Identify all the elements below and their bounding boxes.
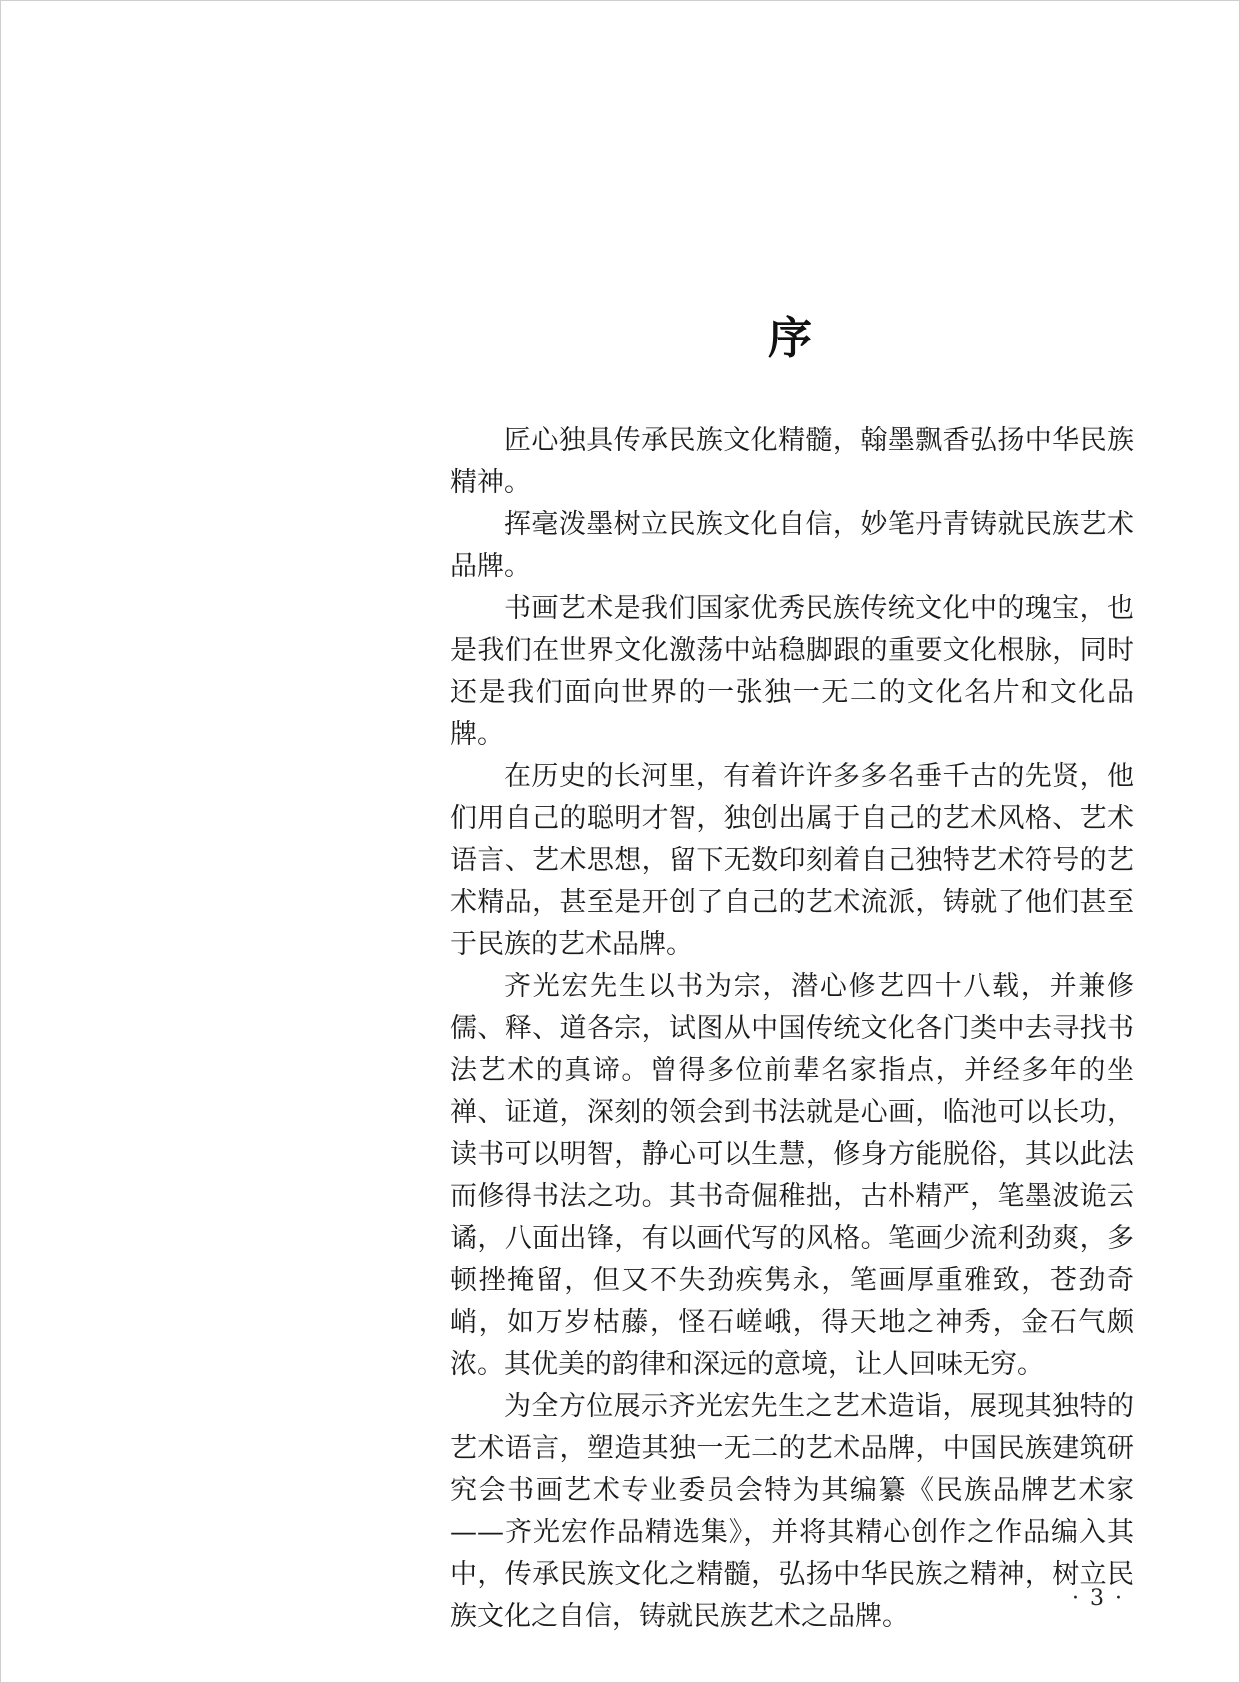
paragraph-4: 在历史的长河里，有着许许多多名垂千古的先贤，他们用自己的聪明才智，独创出属于自己的艺术风格、艺术语言、艺术思想，留下无数印刻着自己独特艺术符号的艺术精品，甚至是开创了自己的艺术流派，铸就了他们甚至于民族的艺术品牌。 — [450, 761, 1134, 960]
paragraph-6: 为全方位展示齐光宏先生之艺术造诣，展现其独特的艺术语言，塑造其独一无二的艺术品牌，中国民族建筑研究会书画艺术专业委员会特为其编纂《民族品牌艺术家——齐光宏作品精选集》，并将其精心创作之作品编入其中，传承民族文化之精髓，弘扬中华民族之精神，树立民族文化之自信，铸就民族艺术之品牌。 — [450, 1391, 1134, 1632]
paragraph-2: 挥毫泼墨树立民族文化自信，妙笔丹青铸就民族艺术品牌。 — [450, 509, 1134, 582]
page-number: · 3 · — [1072, 1586, 1124, 1611]
page-title: 序 — [768, 313, 812, 364]
preface-body — [450, 420, 1134, 1638]
paragraph-1: 匠心独具传承民族文化精髓，翰墨飘香弘扬中华民族精神。 — [450, 425, 1134, 498]
paragraph-3: 书画艺术是我们国家优秀民族传统文化中的瑰宝，也是我们在世界文化激荡中站稳脚跟的重要文化根脉，同时还是我们面向世界的一张独一无二的文化名片和文化品牌。 — [450, 593, 1134, 750]
paragraph-5: 齐光宏先生以书为宗，潜心修艺四十八载，并兼修儒、释、道各宗，试图从中国传统文化各门类中去寻找书法艺术的真谛。曾得多位前辈名家指点，并经多年的坐禅、证道，深刻的领会到书法就是心画，临池可以长功，读书可以明智，静心可以生慧，修身方能脱俗，其以此法而修得书法之功。其书奇倔稚拙，古朴精严，笔墨波诡云谲，八面出锋，有以画代写的风格。笔画少流利劲爽，多顿挫掩留，但又不失劲疾隽永，笔画厚重雅致，苍劲奇峭，如万岁枯藤，怪石嵯峨，得天地之神秀，金石气颇浓。其优美的韵律和深远的意境，让人回味无穷。 — [450, 971, 1134, 1380]
